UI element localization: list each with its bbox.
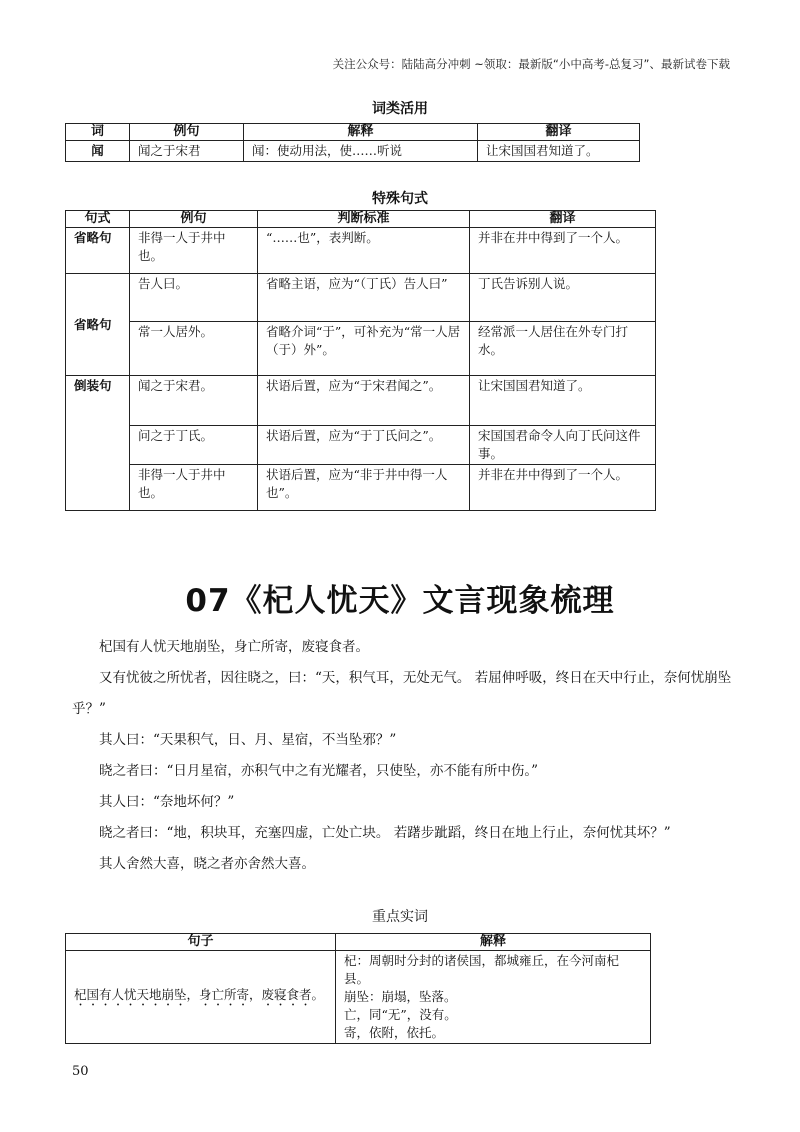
cell-type: 省略句 <box>66 228 130 274</box>
passage-paragraph: 晓之者曰：“日月星宿，亦积气中之有光耀者，只使坠，亦不能有所中伤。” <box>99 763 539 779</box>
cell-translation: 让宋国国君知道了。 <box>470 376 656 426</box>
cell-example: 常一人居外。 <box>130 322 258 376</box>
cell-criterion: 状语后置，应为“非于井中得一人也”。 <box>258 465 470 511</box>
cell-translation: 丁氏告诉别人说。 <box>470 274 656 322</box>
table-row <box>66 141 640 162</box>
cell-example: 闻之于宋君。 <box>130 376 258 426</box>
cell-word: 闻 <box>66 141 130 162</box>
passage <box>72 632 732 880</box>
cell-example: 问之于丁氏。 <box>130 426 258 465</box>
special-sentences-table <box>65 210 656 511</box>
cell-criterion: 状语后置，应为“于宋君闻之”。 <box>258 376 470 426</box>
col-header: 判断标准 <box>258 211 470 228</box>
cell-example: 闻之于宋君 <box>130 141 244 162</box>
header-note: 关注公众号：陆陆高分冲刺 ~领取：最新版“小中高考-总复习”、最新试卷下载 <box>332 57 730 71</box>
page-title: 07《杞人忧天》文言现象梳理 <box>185 583 615 619</box>
cell-translation: 并非在井中得到了一个人。 <box>470 465 656 511</box>
cell-translation: 经常派一人居住在外专门打水。 <box>470 322 656 376</box>
cell-criterion: 状语后置，应为“于丁氏问之”。 <box>258 426 470 465</box>
passage-paragraph: 杞国有人忧天地崩坠，身亡所寄，废寝食者。 <box>99 639 369 655</box>
section-title-word-usage: 词类活用 <box>372 101 428 117</box>
table-row <box>66 951 651 1044</box>
col-header: 翻译 <box>478 124 640 141</box>
sentence-text: 杞国有人忧天地崩坠，身亡所寄，废寝食者。 <box>74 986 325 1002</box>
cell-example: 非得一人于井中也。 <box>130 228 258 274</box>
cell-sentence <box>66 951 336 1044</box>
cell-criterion: 省略介词“于”，可补充为“常一人居（于）外”。 <box>258 322 470 376</box>
word-usage-table <box>65 123 640 162</box>
col-header: 解释 <box>336 934 651 951</box>
section-title-key-words: 重点实词 <box>372 909 428 925</box>
key-words-table <box>65 933 651 1044</box>
cell-type: 倒装句 <box>66 376 130 511</box>
col-header: 词 <box>66 124 130 141</box>
passage-paragraph: 晓之者曰：“地，积块耳，充塞四虚，亡处亡块。 若躇步跐蹈，终日在地上行止，奈何忧其坏？” <box>99 825 671 841</box>
col-header: 翻译 <box>470 211 656 228</box>
table-row <box>66 228 656 274</box>
explanation-line: 寄，依附，依托。 <box>344 1025 445 1040</box>
table-row <box>66 465 656 511</box>
table-header-row <box>66 124 640 141</box>
page-number: 50 <box>72 1064 89 1079</box>
cell-example: 非得一人于井中也。 <box>130 465 258 511</box>
cell-explanations <box>336 951 651 1044</box>
col-header: 例句 <box>130 211 258 228</box>
passage-paragraph: 又有忧彼之所忧者，因往晓之，曰：“天，积气耳，无处无气。 若屈伸呼吸，终日在天中行止，奈何忧崩坠乎？” <box>72 670 732 717</box>
passage-paragraph: 其人舍然大喜，晓之者亦舍然大喜。 <box>99 856 315 872</box>
table-row <box>66 376 656 426</box>
explanation-line: 亡，同“无”，没有。 <box>344 1007 457 1022</box>
cell-translation: 宋国国君命令人向丁氏问这件事。 <box>470 426 656 465</box>
cell-criterion: 省略主语，应为“（丁氏）告人曰” <box>258 274 470 322</box>
table-row <box>66 426 656 465</box>
passage-paragraph: 其人曰：“奈地坏何？” <box>99 794 235 810</box>
table-header-row <box>66 934 651 951</box>
table-row <box>66 322 656 376</box>
passage-paragraph: 其人曰：“天果积气，日、月、星宿，不当坠邪？” <box>99 732 397 748</box>
cell-type: 省略句 <box>66 274 130 376</box>
explanation-line: 崩坠：崩塌，坠落。 <box>344 989 457 1004</box>
col-header: 解释 <box>244 124 478 141</box>
table-row <box>66 274 656 322</box>
cell-explain: 闻：使动用法，使……听说 <box>244 141 478 162</box>
cell-criterion: “……也”，表判断。 <box>258 228 470 274</box>
explanation-line: 杞：周朝时分封的诸侯国，都城雍丘，在今河南杞县。 <box>344 953 620 986</box>
table-header-row <box>66 211 656 228</box>
cell-example: 告人曰。 <box>130 274 258 322</box>
section-title-special-sentences: 特殊句式 <box>372 191 428 207</box>
col-header: 句式 <box>66 211 130 228</box>
col-header: 例句 <box>130 124 244 141</box>
cell-translation: 让宋国国君知道了。 <box>478 141 640 162</box>
cell-translation: 并非在井中得到了一个人。 <box>470 228 656 274</box>
col-header: 句子 <box>66 934 336 951</box>
